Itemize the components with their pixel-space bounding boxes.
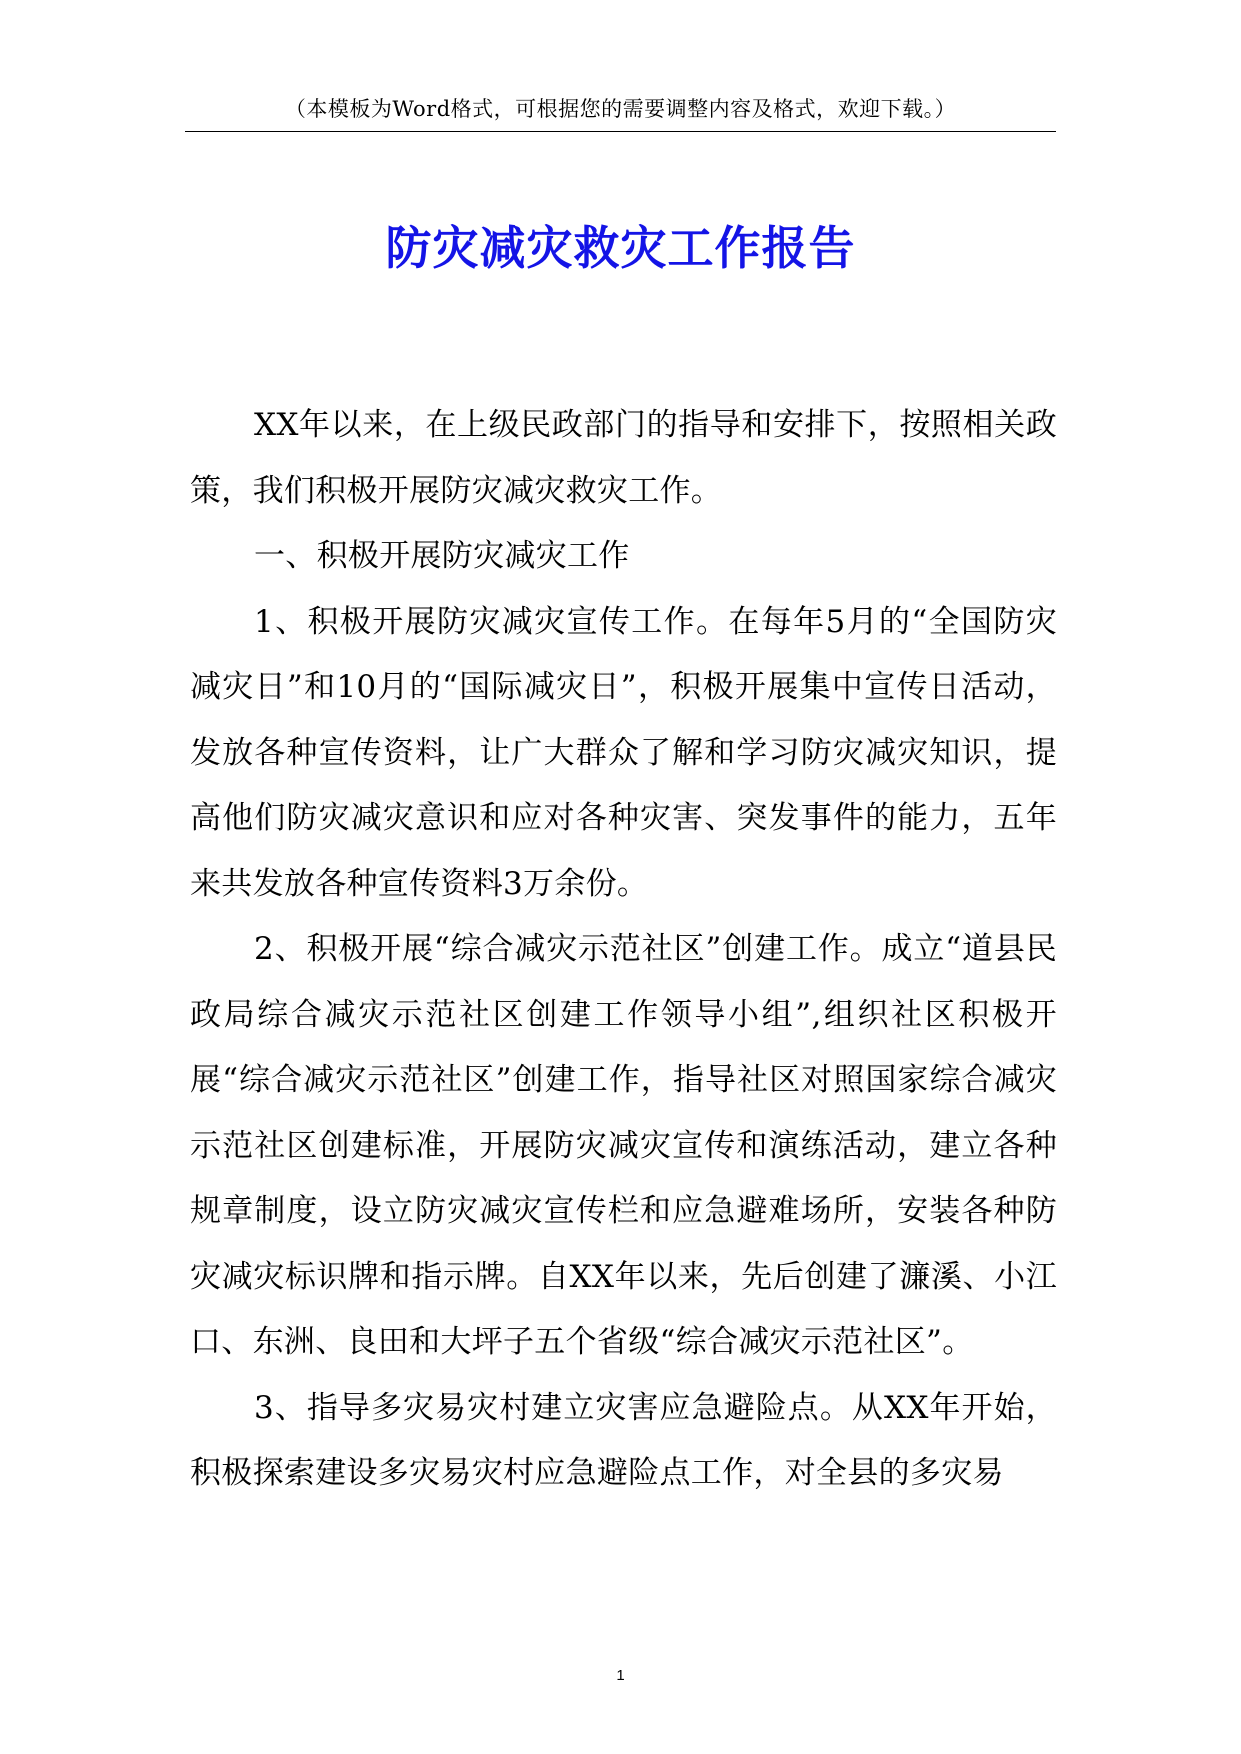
section-heading-1: 一、积极开展防灾减灾工作 <box>254 538 630 574</box>
header-divider <box>185 131 1056 132</box>
paragraph-item-1: 1、积极开展防灾减灾宣传工作。在每年5月的“全国防灾减灾日”和10月的“国际减灾日”，积极开展集中宣传日活动，发放各种宣传资料，让广大群众了解和学习防灾减灾知识，提高他们防灾减灾意识和应对各种灾害、突发事件的能力，五年来共发放各种宣传资料3万余份。 <box>190 603 1057 902</box>
header-note: （本模板为Word格式，可根据您的需要调整内容及格式，欢迎下载。） <box>284 97 957 121</box>
document-title: 防灾减灾救灾工作报告 <box>385 221 856 275</box>
page-number: 1 <box>616 1667 625 1684</box>
paragraph-intro: XX年以来，在上级民政部门的指导和安排下，按照相关政策，我们积极开展防灾减灾救灾工作。 <box>190 407 1057 509</box>
document-body <box>190 393 1057 1507</box>
paragraph-item-2: 2、积极开展“综合减灾示范社区”创建工作。成立“道县民政局综合减灾示范社区创建工作领导小组”,组织社区积极开展“综合减灾示范社区”创建工作，指导社区对照国家综合减灾示范社区创建标准，开展防灾减灾宣传和演练活动，建立各种规章制度，设立防灾减灾宣传栏和应急避难场所，安装各种防灾减灾标识牌和指示牌。自XX年以来，先后创建了濂溪、小江口、东洲、良田和大坪子五个省级“综合减灾示范社区”。 <box>190 931 1057 1360</box>
paragraph-item-3: 3、指导多灾易灾村建立灾害应急避险点。从XX年开始，积极探索建设多灾易灾村应急避险点工作，对全县的多灾易 <box>190 1389 1057 1491</box>
